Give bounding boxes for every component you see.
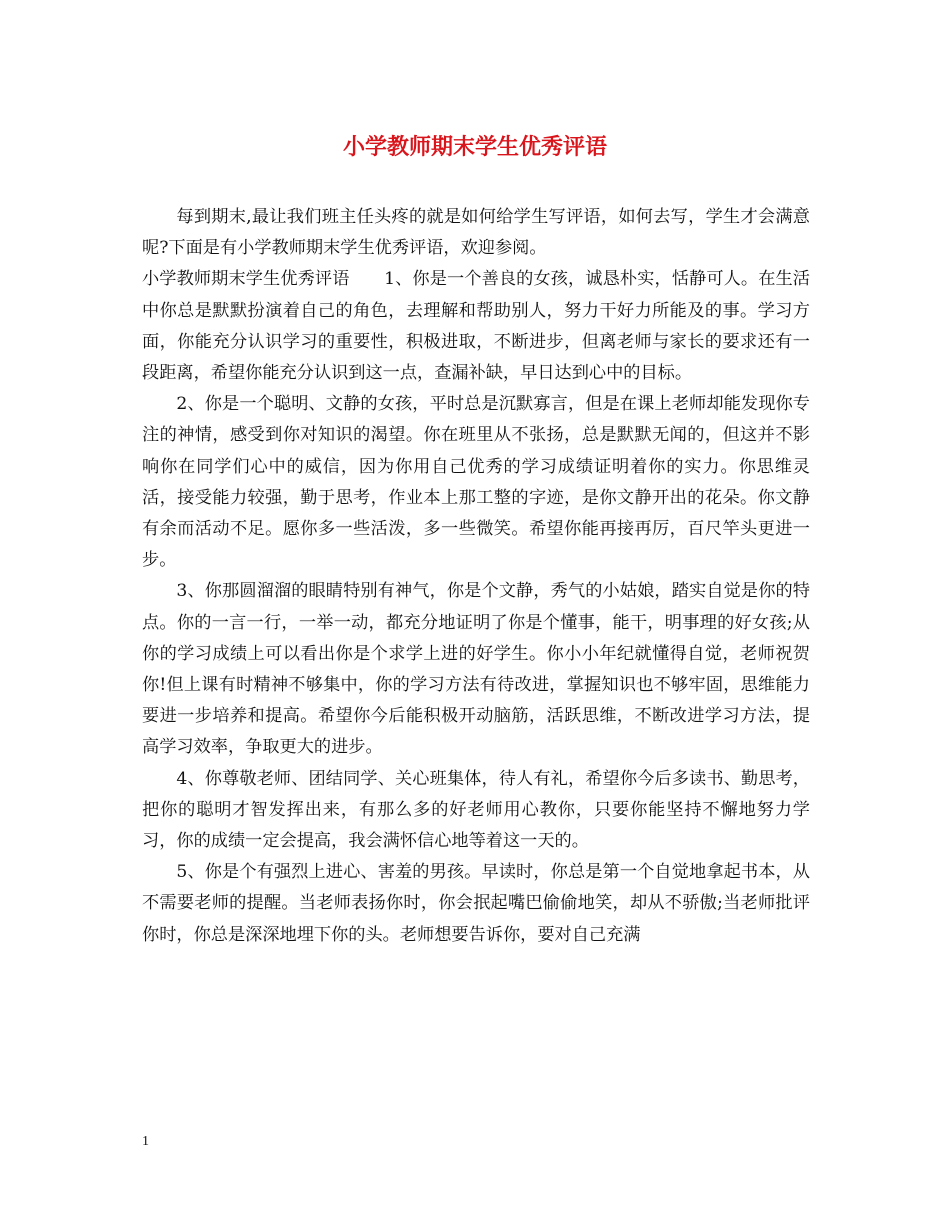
document-title: 小学教师期末学生优秀评语 (342, 134, 607, 160)
paragraph-comment-3: 3、你那圆溜溜的眼睛特别有神气，你是个文静，秀气的小姑娘，踏实自觉是你的特点。你的一言一行，一举一动，都充分地证明了你是个懂事，能干，明事理的好女孩;从你的学习成绩上可以看出你是个求学上进的好学生。你小小年纪就懂得自觉，老师祝贺你!但上课有时精神不够集中，你的学习方法有待改进，掌握知识也不够牢固，思维能力要进一步培养和提高。希望你今后能积极开动脑筋，活跃思维，不断改进学习方法，提高学习效率，争取更大的进步。 (142, 581, 810, 758)
paragraph-comment-5: 5、你是个有强烈上进心、害羞的男孩。早读时，你总是第一个自觉地拿起书本，从不需要老师的提醒。当老师表扬你时，你会抿起嘴巴偷偷地笑，却从不骄傲;当老师批评你时，你总是深深地埋下你的头。老师想要告诉你，要对自己充满 (142, 862, 810, 945)
document-body (142, 202, 810, 951)
paragraph-comment-4: 4、你尊敬老师、团结同学、关心班集体，待人有礼，希望你今后多读书、勤思考，把你的聪明才智发挥出来，有那么多的好老师用心教你，只要你能坚持不懈地努力学习，你的成绩一定会提高，我会满怀信心地等着这一天的。 (142, 768, 810, 852)
paragraph-comment-1: 小学教师期末学生优秀评语 1、你是一个善良的女孩，诚恳朴实，恬静可人。在生活中你总是默默扮演着自己的角色，去理解和帮助别人，努力干好力所能及的事。学习方面，你能充分认识学习的重要性，积极进取，不断进步，但离老师与家长的要求还有一段距离，希望你能充分认识到这一点，查漏补缺，早日达到心中的目标。 (142, 269, 810, 384)
paragraph-comment-2: 2、你是一个聪明、文静的女孩，平时总是沉默寡言，但是在课上老师却能发现你专注的神情，感受到你对知识的渴望。你在班里从不张扬，总是默默无闻的，但这并不影响你在同学们心中的威信，因为你用自己优秀的学习成绩证明着你的实力。你思维灵活，接受能力较强，勤于思考，作业本上那工整的字迹，是你文静开出的花朵。你文静有余而活动不足。愿你多一些活泼，多一些微笑。希望你能再接再厉，百尺竿头更进一步。 (142, 394, 810, 571)
intro-paragraph: 每到期末,最让我们班主任头疼的就是如何给学生写评语，如何去写，学生才会满意呢?下面是有小学教师期末学生优秀评语，欢迎参阅。 (142, 207, 810, 259)
page-number: 1 (142, 1134, 149, 1149)
